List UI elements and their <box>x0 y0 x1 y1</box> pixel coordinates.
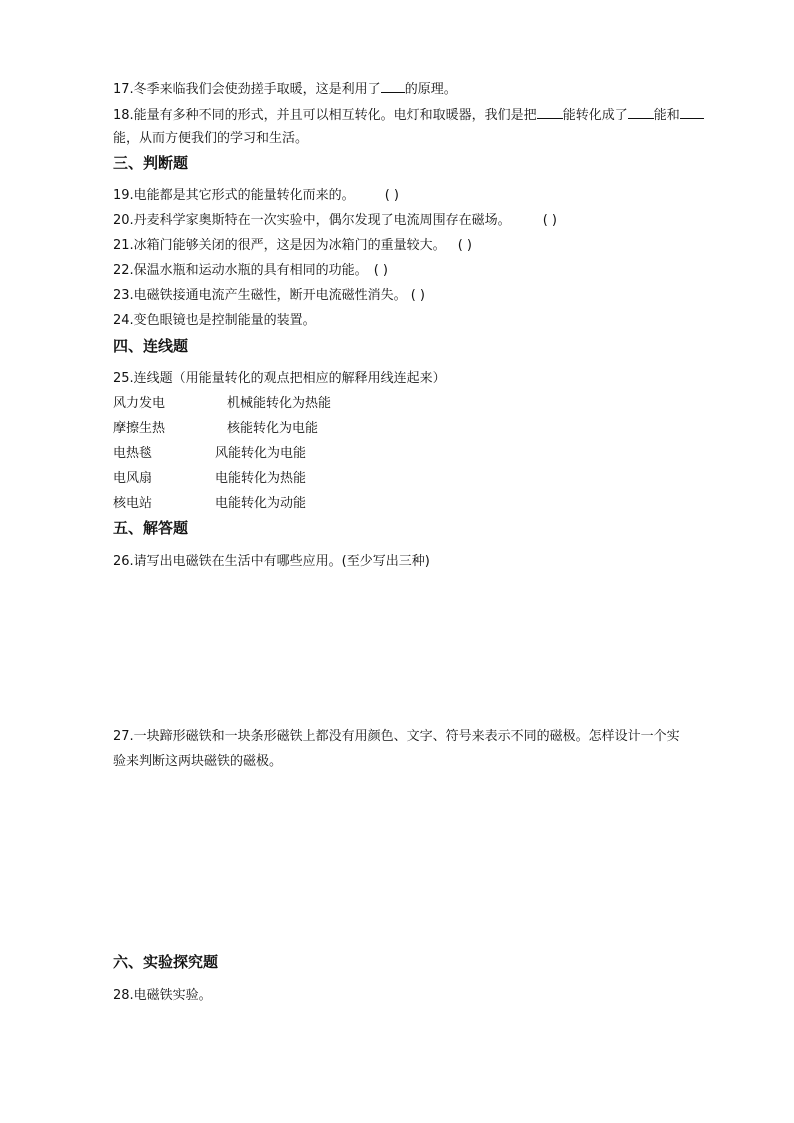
match-left-item[interactable]: 电风扇 <box>113 471 153 486</box>
match-left-item[interactable]: 核电站 <box>113 496 153 511</box>
question-18-line-1 <box>113 105 704 125</box>
answer-blank[interactable] <box>381 79 405 93</box>
judge-item-text: 19.电能都是其它形式的能量转化而来的。 <box>113 188 355 203</box>
question-23 <box>113 287 425 305</box>
judge-item-text: 24.变色眼镜也是控制能量的装置。 <box>113 313 316 328</box>
answer-parentheses[interactable]: ( ) <box>542 213 557 228</box>
question-28: 28.电磁铁实验。 <box>113 988 212 1003</box>
question-18-text-a: 18.能量有多种不同的形式，并且可以相互转化。电灯和取暖器，我们是把 <box>113 108 537 123</box>
match-left-item[interactable]: 电热毯 <box>113 446 153 461</box>
answer-parentheses[interactable]: ( ) <box>457 238 472 253</box>
question-18-line-2: 能，从而方便我们的学习和生活。 <box>113 131 309 146</box>
match-right-item[interactable]: 电能转化为动能 <box>215 496 307 511</box>
match-left-item[interactable]: 摩擦生热 <box>113 421 166 436</box>
judge-item-text: 20.丹麦科学家奥斯特在一次实验中，偶尔发现了电流周围存在磁场。 <box>113 213 511 228</box>
match-right-item[interactable]: 风能转化为电能 <box>215 446 307 461</box>
question-24 <box>113 312 316 330</box>
judge-item-text: 22.保温水瓶和运动水瓶的具有相同的功能。 <box>113 263 368 278</box>
question-17-text-before: 17.冬季来临我们会使劲搓手取暖，这是利用了 <box>113 82 381 97</box>
section-title-judgement: 三、判断题 <box>113 154 189 172</box>
section-title-experiment: 六、实验探究题 <box>113 953 219 971</box>
section-title-matching: 四、连线题 <box>113 337 189 355</box>
question-21 <box>113 237 472 255</box>
question-26: 26.请写出电磁铁在生活中有哪些应用。(至少写出三种) <box>113 554 430 569</box>
match-left-item[interactable]: 风力发电 <box>113 396 166 411</box>
question-17 <box>113 79 457 99</box>
section-title-short-answer: 五、解答题 <box>113 519 189 537</box>
answer-parentheses[interactable]: ( ) <box>384 188 399 203</box>
question-27-line-2: 验来判断这两块磁铁的磁极。 <box>113 754 283 769</box>
answer-blank[interactable] <box>680 105 704 119</box>
judge-item-text: 23.电磁铁接通电流产生磁性，断开电流磁性消失。 <box>113 288 407 303</box>
question-18-text-c: 能和 <box>653 108 680 123</box>
answer-parentheses[interactable]: ( ) <box>410 288 425 303</box>
question-25-prompt: 25.连线题（用能量转化的观点把相应的解释用线连起来） <box>113 371 446 386</box>
answer-blank[interactable] <box>537 105 563 119</box>
judge-item-text: 21.冰箱门能够关闭的很严，这是因为冰箱门的重量较大。 <box>113 238 446 253</box>
answer-blank[interactable] <box>628 105 654 119</box>
question-19 <box>113 187 399 205</box>
question-27-line-1: 27.一块蹄形磁铁和一块条形磁铁上都没有用颜色、文字、符号来表示不同的磁极。怎样设计一个实 <box>113 729 680 744</box>
question-17-text-after: 的原理。 <box>404 82 457 97</box>
question-18-text-b: 能转化成了 <box>562 108 628 123</box>
answer-parentheses[interactable]: ( ) <box>373 263 388 278</box>
match-right-item[interactable]: 电能转化为热能 <box>215 471 307 486</box>
question-22 <box>113 262 388 280</box>
match-right-item[interactable]: 核能转化为电能 <box>227 421 319 436</box>
match-right-item[interactable]: 机械能转化为热能 <box>227 396 332 411</box>
question-20 <box>113 212 557 230</box>
